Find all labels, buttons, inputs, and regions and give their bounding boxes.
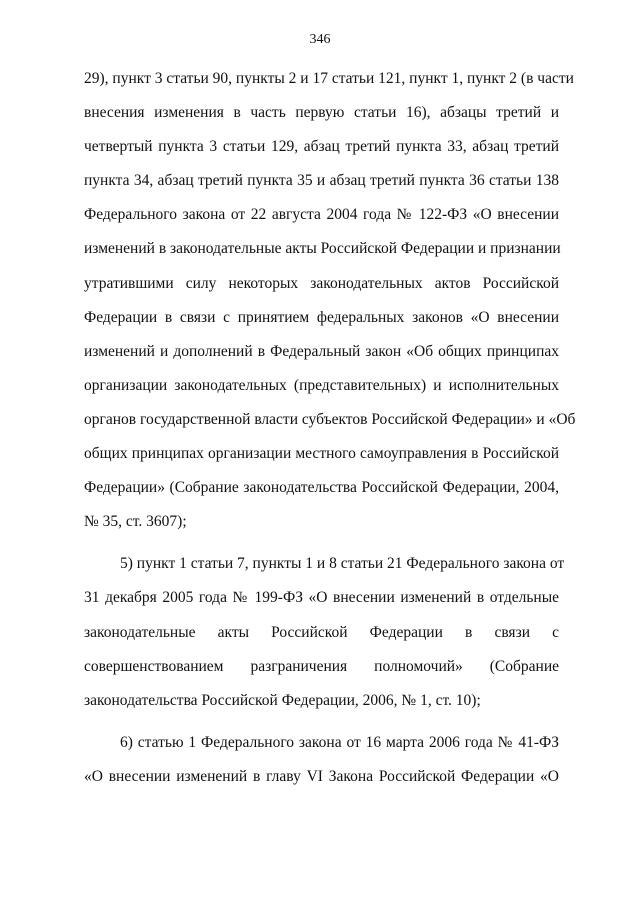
text-line: Федерации» (Собрание законодательства Российской Федерации, 2004, <box>84 479 559 497</box>
text-line: законодательные акты Российской Федерации в связи с <box>84 623 559 641</box>
text-line: изменений в законодательные акты Российской Федерации и признании <box>84 240 561 258</box>
text-line: «О внесении изменений в главу VI Закона Российской Федерации «О <box>84 767 559 785</box>
text-line: Федерального закона от 22 августа 2004 года № 122-ФЗ «О внесении <box>84 206 559 224</box>
paragraph-repealed-122-fz <box>84 62 576 539</box>
document-body <box>84 62 576 794</box>
text-line: утратившими силу некоторых законодательных актов Российской <box>84 274 559 292</box>
text-line: 6) статью 1 Федерального закона от 16 марта 2006 года № 41-ФЗ <box>120 733 559 751</box>
text-line: № 35, ст. 3607); <box>84 513 187 531</box>
text-line: внесения изменения в часть первую статьи 16), абзацы третий и <box>84 104 559 122</box>
text-line: 5) пункт 1 статьи 7, пункты 1 и 8 статьи 21 Федерального закона от <box>120 555 565 573</box>
text-line: четвертый пункта 3 статьи 129, абзац третий пункта 33, абзац третий <box>84 138 559 156</box>
paragraph-spacer <box>84 539 559 547</box>
text-line: пункта 34, абзац третий пункта 35 и абзац третий пункта 36 статьи 138 <box>84 172 559 190</box>
paragraph-spacer <box>84 718 559 726</box>
paragraph-item-5 <box>84 547 565 717</box>
text-line: 29), пункт 3 статьи 90, пункты 2 и 17 статьи 121, пункт 1, пункт 2 (в части <box>84 70 574 87</box>
paragraph-item-6 <box>84 726 559 794</box>
text-line: организации законодательных (представительных) и исполнительных <box>84 376 559 394</box>
text-line: органов государственной власти субъектов Российской Федерации» и «Об <box>84 410 576 428</box>
text-line: Федерации в связи с принятием федеральных законов «О внесении <box>84 308 559 326</box>
text-line: законодательства Российской Федерации, 2006, № 1, ст. 10); <box>84 691 481 709</box>
text-line: 31 декабря 2005 года № 199-ФЗ «О внесении изменений в отдельные <box>84 589 559 607</box>
text-line: изменений и дополнений в Федеральный закон «Об общих принципах <box>84 342 559 360</box>
text-line: совершенствованием разграничения полномочий» (Собрание <box>84 657 559 675</box>
page-number: 346 <box>309 32 331 47</box>
text-line: общих принципах организации местного самоуправления в Российской <box>84 445 559 463</box>
